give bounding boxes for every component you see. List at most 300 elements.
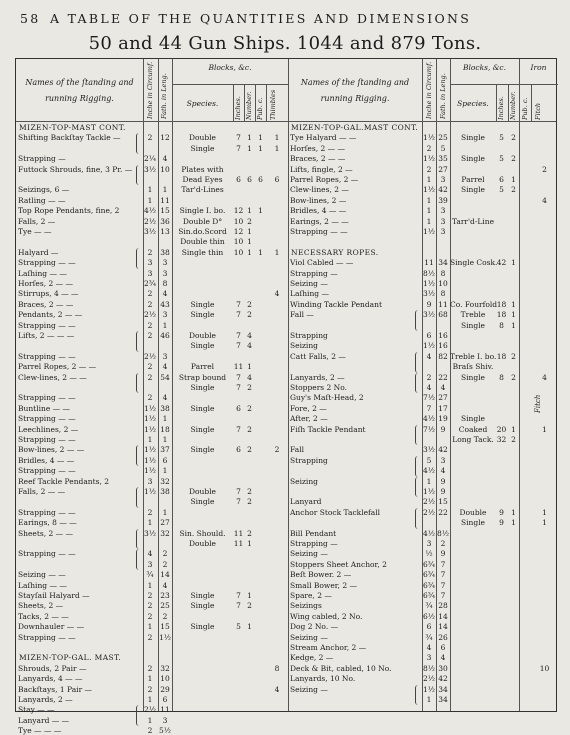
rope-name: Lifts, 2 — — — — [18, 331, 75, 340]
fathoms-length: 23 — [160, 591, 170, 600]
block-species: Single — [190, 341, 215, 351]
table-row — [16, 227, 288, 236]
fathoms-length: 30 — [438, 663, 448, 673]
fathoms-length: 29 — [160, 684, 170, 694]
fathoms-length: 3 — [440, 216, 446, 226]
fathoms-length: 16 — [438, 331, 448, 340]
block-fittings: 1 — [258, 143, 263, 153]
inch-circumference: 8½ — [422, 663, 436, 673]
rope-name: Bow-lines, 2 — — — [18, 445, 85, 455]
block-species: Sin. Should. — [179, 528, 226, 538]
col-head-species-right: Species. — [457, 99, 489, 108]
block-species: Single — [190, 601, 215, 611]
iron-count: 4 — [542, 372, 547, 382]
block-inches: 9 — [499, 507, 504, 517]
rope-name: Laſhing — — — [18, 580, 67, 590]
rope-name: Tye — — — — [18, 726, 62, 735]
block-species: Treble I. bo. — [450, 351, 497, 361]
fathoms-length: 3 — [162, 310, 168, 320]
col-head-thimbles: Thimbles — [269, 89, 277, 120]
fathoms-length: 7 — [440, 570, 446, 580]
block-inches: 7 — [236, 497, 241, 507]
rope-name: Strapping — — — [18, 549, 76, 559]
block-number: 2 — [247, 424, 252, 434]
inch-circumference: 3½ — [143, 227, 157, 236]
table-row — [288, 560, 558, 569]
inch-circumference: 1½ — [422, 279, 436, 288]
inch-circumference: 1½ — [143, 414, 157, 424]
table-row — [288, 601, 558, 610]
fathoms-length: 3 — [162, 258, 168, 268]
block-species: Single Cosk. — [450, 258, 498, 268]
rope-name: Strapping — — — [18, 632, 76, 642]
inch-circumference: 2 — [147, 331, 153, 340]
inch-circumference: 4½ — [422, 466, 436, 476]
inch-circumference: 6¾ — [422, 591, 436, 600]
table-row — [288, 539, 558, 548]
rope-name: Small Bower, 2 — — [290, 580, 357, 590]
inch-circumference: 1 — [147, 195, 153, 205]
rope-name: Bridles, 4 — — — [290, 206, 347, 216]
fathoms-length: 82 — [438, 351, 448, 361]
fathoms-length: 25 — [438, 133, 448, 143]
block-inches: 5 — [499, 154, 504, 164]
block-number: 1 — [511, 258, 516, 268]
fathoms-length: 8 — [440, 289, 446, 299]
inch-circumference: 6¾ — [422, 580, 436, 590]
block-species: Plates with — [181, 164, 224, 174]
table-row — [16, 477, 288, 486]
rope-name: Lifts, fingle, 2 — — [290, 164, 353, 174]
rope-name: Backſtays, 1 Pair — — [18, 684, 93, 694]
fathoms-length: 32 — [160, 663, 170, 673]
table-row — [288, 185, 558, 194]
block-number: 2 — [247, 497, 252, 507]
inch-circumference: 3 — [426, 539, 432, 548]
inch-circumference: 1 — [147, 715, 153, 725]
inch-circumference: 1 — [147, 695, 153, 704]
table-row — [16, 165, 288, 174]
fathoms-length: 19 — [438, 414, 448, 424]
inch-circumference: 2¼ — [143, 154, 157, 164]
table-row — [288, 154, 558, 163]
rope-name: Clew-lines, 2 — — [290, 185, 349, 195]
block-species: Single — [190, 143, 215, 153]
header-rule — [16, 121, 556, 122]
fathoms-length: 38 — [160, 487, 170, 496]
block-number: 2 — [247, 216, 252, 226]
block-inches: 7 — [236, 383, 241, 392]
fathoms-length: 7 — [440, 591, 446, 600]
rope-name: Futtock Shrouds, fine, 3 Pr. — — [18, 164, 133, 174]
table-row — [16, 383, 288, 392]
block-species: Single — [190, 403, 215, 413]
inch-circumference: 2½ — [143, 351, 157, 361]
inch-circumference: 3 — [147, 258, 153, 268]
inch-circumference: 5 — [426, 455, 432, 465]
block-species: Parrel — [190, 362, 215, 372]
thimbles-count: 2 — [274, 445, 280, 455]
table-row — [288, 414, 558, 423]
block-species: Coaked — [458, 424, 488, 434]
fathoms-length: 38 — [160, 247, 170, 257]
block-inches: 42 — [496, 258, 507, 268]
table-row — [16, 269, 288, 278]
fathoms-length: 1 — [162, 185, 168, 195]
block-number: 1 — [511, 310, 516, 320]
table-row — [288, 664, 558, 673]
iron-count: 10 — [539, 663, 550, 673]
col-head-species: Species. — [186, 99, 219, 108]
rope-name: Sheets, 2 — — [18, 601, 64, 611]
rope-name: Shifting Backſtay Tackle — — [18, 133, 121, 143]
rope-name: Shrouds, 2 Pair — — [18, 663, 87, 673]
block-species: Dead Eyes — [182, 175, 223, 184]
rope-name: Stay — — — [18, 705, 55, 715]
table-row — [288, 518, 558, 527]
inch-circumference: 2½ — [143, 705, 157, 715]
table-row — [288, 487, 558, 496]
fathoms-length: 3 — [162, 268, 168, 278]
fathoms-length: 34 — [438, 258, 448, 268]
rope-name: Bow-lines, 2 — — [290, 195, 347, 205]
fathoms-length: 4 — [440, 466, 446, 476]
block-number: 1 — [511, 507, 516, 517]
rope-name: Kedge, 2 — — [290, 653, 334, 663]
col-head-fath-right: Fath. in Leng. — [439, 73, 447, 119]
table-row — [16, 726, 288, 735]
fathoms-length: 10 — [438, 279, 448, 288]
block-inches: 12 — [233, 227, 244, 236]
block-species: Single — [460, 133, 485, 143]
inch-circumference: 2½ — [143, 216, 157, 226]
fathoms-length: 10 — [160, 674, 170, 684]
table-row — [288, 331, 558, 340]
rule — [450, 84, 558, 85]
fathoms-length: 3 — [162, 715, 168, 725]
rope-name: Laſhing — — — [18, 268, 67, 278]
col-head-names-line2: running Rigging. — [320, 94, 390, 103]
inch-circumference: ¾ — [425, 632, 433, 642]
inch-circumference: 2½ — [422, 674, 436, 684]
rope-name: Lanyards, 4 — — — [18, 674, 83, 684]
block-species: Double — [189, 487, 216, 496]
rope-name: Strapping — — — [18, 414, 76, 424]
table-row — [16, 466, 288, 475]
inch-circumference: 4½ — [422, 414, 436, 424]
rope-name: Falls, 2 — — [18, 216, 56, 226]
block-number: 1 — [247, 622, 252, 632]
fathoms-length: 16 — [438, 341, 448, 351]
block-species: Strap bound — [178, 372, 227, 382]
inch-circumference: 1½ — [143, 487, 157, 496]
inch-circumference: 1 — [147, 185, 153, 195]
rope-name: Dog 2 No. — — [290, 622, 339, 632]
col-head-names-line2: running Rigging. — [45, 94, 114, 103]
block-species: Single — [190, 424, 215, 434]
table-row — [288, 570, 558, 579]
fathoms-length: 27 — [160, 518, 170, 528]
fathoms-length: 4 — [162, 362, 168, 372]
table-row — [16, 487, 288, 496]
section-title: MIZEN-TOP-GAL. MAST. — [19, 653, 122, 663]
block-inches: 12 — [233, 206, 244, 216]
block-number: 2 — [247, 403, 252, 413]
rope-name: Seizing — — — [18, 570, 66, 580]
rope-name: Seizings — [290, 601, 322, 611]
col-head-names — [16, 77, 143, 104]
section-title: MIZEN-TOP-MAST CONT. — [19, 123, 126, 132]
block-fittings: 1 — [258, 133, 263, 143]
inch-circumference: 1½ — [422, 341, 436, 351]
block-inches: 11 — [233, 362, 244, 372]
rope-name: Fall — [290, 445, 304, 455]
inch-circumference: 4 — [147, 549, 153, 559]
block-number: 1 — [247, 206, 252, 216]
inch-circumference: 1 — [147, 435, 153, 444]
inch-circumference: 1½ — [422, 185, 436, 195]
block-species: Double — [189, 539, 216, 548]
rope-name: Tye — — — [18, 227, 52, 236]
block-species: Single — [460, 185, 485, 195]
fathoms-length: 8 — [440, 268, 446, 278]
fathoms-length: 9 — [440, 476, 446, 486]
block-number: 1 — [247, 143, 252, 153]
rope-name: Bill Pendant — [290, 528, 337, 538]
fathoms-length: 4 — [440, 383, 446, 392]
rope-name: Parrel Ropes, 2 — — — [18, 362, 97, 372]
rope-name: Seizing — — [290, 549, 328, 559]
table-row — [16, 716, 288, 725]
block-species: Single — [190, 445, 215, 455]
table-row — [16, 518, 288, 527]
block-inches: 7 — [236, 487, 241, 496]
block-number: 2 — [511, 351, 516, 361]
fathoms-length: 18 — [160, 424, 170, 434]
block-inches: 8 — [499, 372, 504, 382]
block-number: 2 — [247, 445, 252, 455]
fathoms-length: 9 — [440, 424, 446, 434]
inch-circumference: 1 — [426, 195, 432, 205]
rope-name: Viol Cabled — — — [290, 258, 354, 268]
block-number: 1 — [247, 591, 252, 600]
block-species: Braſs Shiv. — [452, 362, 494, 372]
table-row — [288, 362, 558, 371]
table-row — [16, 664, 288, 673]
block-species: Co. Fourfold — [450, 299, 498, 309]
table-row — [16, 185, 288, 194]
table-row — [288, 466, 558, 475]
inch-circumference: 1½ — [143, 403, 157, 413]
table-row — [288, 133, 558, 142]
block-number: 2 — [247, 383, 252, 392]
fathoms-length: 42 — [438, 674, 448, 684]
block-number: 2 — [247, 601, 252, 611]
rope-name: Laſhing — — [290, 289, 329, 299]
block-number: 4 — [247, 341, 252, 351]
table-row — [16, 248, 288, 257]
rope-name: Tacks, 2 — — — [18, 611, 69, 621]
table-row — [288, 300, 558, 309]
rope-name: Seizings, 6 — — [18, 185, 70, 195]
table-row — [288, 456, 558, 465]
fathoms-length: 3 — [440, 175, 446, 184]
table-row — [16, 289, 288, 298]
table-row — [288, 404, 558, 413]
fathoms-length: 25 — [160, 601, 170, 611]
table-row — [16, 217, 288, 226]
rope-name: Tye Halyard — — — [290, 133, 357, 143]
block-number: 1 — [247, 362, 252, 372]
table-row — [288, 477, 558, 486]
fathoms-length: 32 — [160, 476, 170, 486]
fathoms-length: 1 — [162, 320, 168, 330]
table-row — [16, 362, 288, 371]
inch-circumference: 3 — [426, 653, 432, 663]
table-row — [16, 570, 288, 579]
fathoms-length: 28 — [438, 601, 448, 611]
table-row — [288, 435, 558, 444]
fathoms-length: 2 — [440, 539, 446, 548]
block-inches: 6 — [236, 175, 241, 184]
fathoms-length: 27 — [438, 393, 448, 403]
block-number: 2 — [511, 154, 516, 164]
table-row — [288, 674, 558, 683]
inch-circumference: 6 — [426, 622, 432, 632]
table-row — [16, 133, 288, 142]
inch-circumference: ½ — [425, 549, 433, 559]
thimbles-count: 1 — [274, 247, 280, 257]
block-number: 1 — [247, 133, 252, 143]
block-species: Double — [189, 133, 216, 143]
block-inches: 7 — [236, 424, 241, 434]
inch-circumference: 2 — [147, 133, 153, 143]
fathoms-length: 4 — [440, 653, 446, 663]
inch-circumference: 4 — [426, 643, 432, 652]
inch-circumference: 2 — [147, 601, 153, 611]
fathoms-length: 39 — [438, 195, 448, 205]
block-species: Long Tack. — [452, 435, 494, 444]
fathoms-length: 12 — [160, 133, 170, 143]
fathoms-length: 15 — [160, 622, 170, 632]
inch-circumference: 1½ — [422, 227, 436, 236]
block-species: Tarr'd-Line — [451, 216, 495, 226]
table-row — [16, 508, 288, 517]
rope-name: Seizing — [290, 476, 318, 486]
block-species: Single thin — [181, 247, 224, 257]
thimbles-count: 8 — [274, 663, 280, 673]
block-inches: 7 — [236, 133, 241, 143]
fathoms-length: 9 — [440, 487, 446, 496]
rope-name: Lanyard — [290, 497, 322, 507]
iron-count: 2 — [542, 164, 547, 174]
inch-circumference: 6½ — [422, 611, 436, 621]
rope-name: After, 2 — — [290, 414, 328, 424]
rope-name: Ratling — — — [18, 195, 66, 205]
fathoms-length: 37 — [160, 445, 170, 455]
fathoms-length: 8 — [162, 279, 168, 288]
inch-circumference: 2 — [147, 289, 153, 299]
block-species: Single — [190, 299, 215, 309]
fathoms-length: 2 — [162, 549, 168, 559]
fathoms-length: 54 — [160, 372, 170, 382]
fathoms-length: 15 — [438, 497, 448, 507]
rope-name: Downhauler — — — [18, 622, 85, 632]
thimbles-count: 1 — [274, 143, 280, 153]
inch-circumference: 1½ — [422, 684, 436, 694]
table-row — [288, 508, 558, 517]
rope-name: Halyard — — [18, 247, 59, 257]
rope-name: Lanyard — — — [18, 715, 70, 725]
block-inches: 18 — [496, 310, 507, 320]
block-species: Single — [460, 320, 485, 330]
fathoms-length: 14 — [438, 622, 448, 632]
inch-circumference: 2 — [147, 247, 153, 257]
block-inches: 11 — [233, 528, 244, 538]
inch-circumference: 1 — [426, 206, 432, 216]
fathoms-length: 1 — [162, 466, 168, 476]
inch-circumference: 2 — [147, 591, 153, 600]
block-inches: 7 — [236, 601, 241, 611]
fathoms-length: 32 — [160, 528, 170, 538]
block-species: Single — [190, 591, 215, 600]
col-head-pub-right: Pub. c. — [521, 97, 529, 120]
table-row — [288, 310, 558, 319]
table-row — [16, 705, 288, 714]
block-species: Single — [190, 497, 215, 507]
inch-circumference: 9 — [426, 299, 432, 309]
section-heading — [288, 248, 558, 257]
table-row — [16, 196, 288, 205]
table-row — [288, 425, 558, 434]
inch-circumference: 2 — [147, 393, 153, 403]
block-species: Tar'd-Lines — [181, 185, 224, 195]
table-row — [16, 497, 288, 506]
section-heading — [288, 123, 558, 132]
inch-circumference: 3½ — [143, 164, 157, 174]
block-number: 1 — [247, 247, 252, 257]
inch-circumference: 3 — [147, 268, 153, 278]
fathoms-length: 13 — [160, 227, 170, 236]
table-row — [16, 175, 288, 184]
rope-name: Guy's Maſt-Head, 2 — [290, 393, 364, 403]
inch-circumference: 1½ — [143, 455, 157, 465]
col-head-iron: Iron — [530, 63, 547, 72]
table-row — [16, 560, 288, 569]
inch-circumference: 2 — [426, 164, 432, 174]
inch-circumference: 4½ — [422, 528, 436, 538]
block-number: 2 — [247, 299, 252, 309]
block-inches: 10 — [233, 247, 244, 257]
table-row — [288, 144, 558, 153]
fathoms-length: 1½ — [158, 632, 172, 642]
rope-name: Parrel Ropes, 2 — — [290, 175, 359, 184]
inch-circumference: ¾ — [146, 570, 154, 580]
table-row — [288, 269, 558, 278]
section-heading — [16, 123, 288, 132]
fathoms-length: 22 — [438, 507, 448, 517]
fathoms-length: 35 — [438, 154, 448, 164]
inch-circumference: 3½ — [422, 445, 436, 455]
block-number: 2 — [247, 528, 252, 538]
table-row — [288, 196, 558, 205]
table-row — [16, 529, 288, 538]
inch-circumference: 2 — [147, 726, 153, 735]
col-head-blocks: Blocks, &c. — [208, 63, 252, 72]
inch-circumference: 3 — [147, 476, 153, 486]
block-species: Double — [189, 331, 216, 340]
table-row — [16, 206, 288, 215]
